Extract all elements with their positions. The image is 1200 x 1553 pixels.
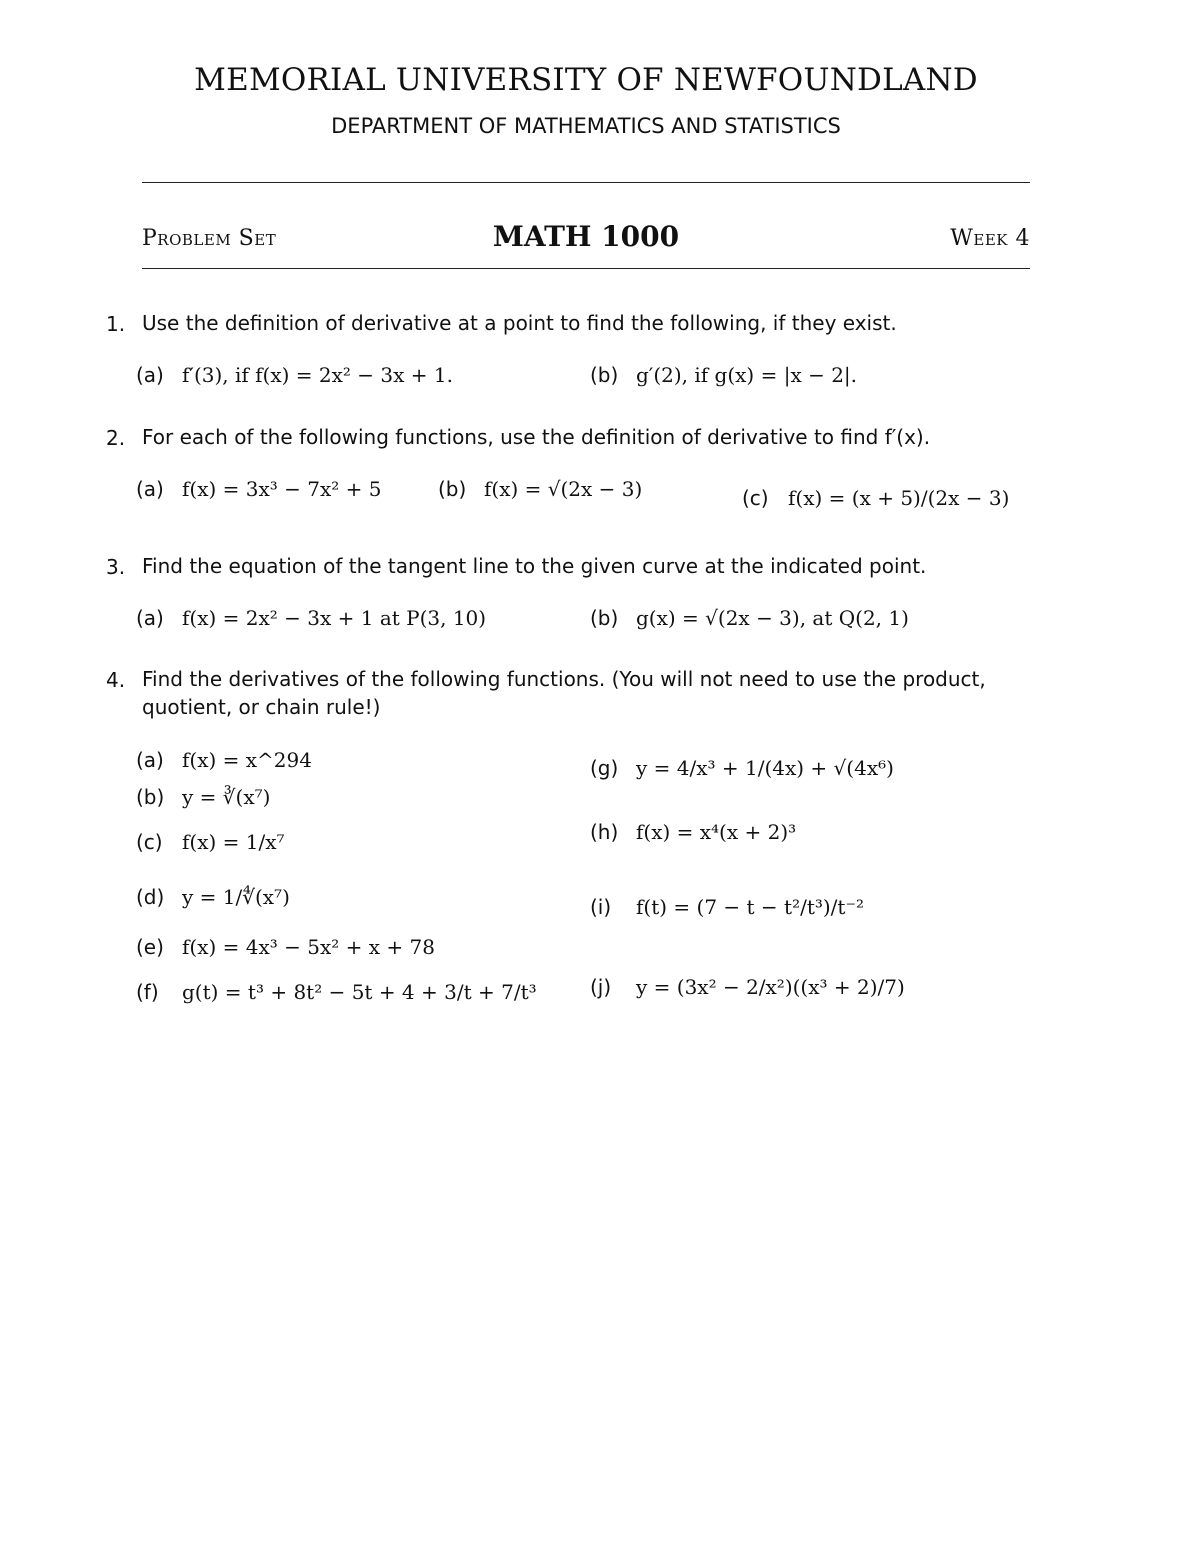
item-label: (b) (590, 363, 619, 387)
math-expression: g(t) = t³ + 8t² − 5t + 4 + 3/t + 7/t³ (182, 980, 537, 1004)
math-expression: f(x) = √(2x − 3) (484, 477, 643, 501)
problem-item (136, 748, 312, 772)
math-expression: g′(2), if g(x) = |x − 2|. (636, 363, 858, 387)
math-expression: f′(3), if f(x) = 2x² − 3x + 1. (182, 363, 453, 387)
item-label: (a) (136, 477, 164, 501)
problem-item (136, 980, 537, 1004)
math-expression: f(t) = (7 − t − t²/t³)/t⁻² (636, 895, 865, 919)
problem-item (590, 820, 796, 844)
problem-item (742, 486, 1009, 510)
top-rule (142, 182, 1030, 183)
problem-item (136, 785, 270, 809)
math-expression: y = 1/∜(x⁷) (182, 885, 290, 909)
problem-set-label: Problem Set (142, 226, 277, 251)
question-number: 2. (106, 426, 126, 450)
problem-item (136, 830, 285, 854)
item-label: (f) (136, 980, 159, 1004)
math-expression: y = (3x² − 2/x²)((x³ + 2)/7) (636, 975, 905, 999)
problem-item (136, 606, 486, 630)
item-label: (a) (136, 606, 164, 630)
problem-item (590, 606, 909, 630)
item-label: (b) (136, 785, 165, 809)
question-number: 1. (106, 312, 126, 336)
item-label: (g) (590, 756, 619, 780)
math-expression: f(x) = (x + 5)/(2x − 3) (788, 486, 1010, 510)
problem-item (136, 363, 453, 387)
problem-item (136, 477, 381, 501)
problem-item (438, 477, 642, 501)
item-label: (i) (590, 895, 612, 919)
math-expression: f(x) = 2x² − 3x + 1 at P(3, 10) (182, 606, 487, 630)
problem-item (590, 975, 905, 999)
math-expression: f(x) = 3x³ − 7x² + 5 (182, 477, 382, 501)
department-name: DEPARTMENT OF MATHEMATICS AND STATISTICS (331, 114, 841, 138)
math-expression: y = ∛(x⁷) (182, 785, 271, 809)
bottom-rule (142, 268, 1030, 269)
week-label: Week 4 (950, 226, 1030, 251)
item-label: (c) (742, 486, 769, 510)
item-label: (a) (136, 363, 164, 387)
problem-item (590, 756, 894, 780)
question-number: 4. (106, 668, 126, 692)
math-expression: f(x) = 1/x⁷ (182, 830, 285, 854)
question-text: For each of the following functions, use the definition of derivative to find f′(x). (142, 425, 931, 449)
item-label: (e) (136, 935, 164, 959)
problem-item (590, 895, 864, 919)
university-name: MEMORIAL UNIVERSITY OF NEWFOUNDLAND (194, 62, 978, 98)
item-label: (c) (136, 830, 163, 854)
problem-item (136, 935, 435, 959)
problem-item (136, 885, 290, 909)
course-title: MATH 1000 (492, 220, 680, 253)
math-expression: y = 4/x³ + 1/(4x) + √(4x⁶) (636, 756, 894, 780)
math-expression: f(x) = x^294 (182, 748, 312, 772)
item-label: (a) (136, 748, 164, 772)
item-label: (j) (590, 975, 612, 999)
item-label: (b) (438, 477, 467, 501)
math-expression: g(x) = √(2x − 3), at Q(2, 1) (636, 606, 909, 630)
question-text: Find the derivatives of the following functions. (You will not need to use the product, quotient, or chain rule!) (142, 667, 986, 719)
item-label: (d) (136, 885, 165, 909)
item-label: (h) (590, 820, 619, 844)
question-number: 3. (106, 555, 126, 579)
math-expression: f(x) = x⁴(x + 2)³ (636, 820, 797, 844)
question-text: Use the definition of derivative at a point to find the following, if they exist. (142, 311, 897, 335)
item-label: (b) (590, 606, 619, 630)
problem-item (590, 363, 857, 387)
question-text: Find the equation of the tangent line to the given curve at the indicated point. (142, 554, 927, 578)
math-expression: f(x) = 4x³ − 5x² + x + 78 (182, 935, 435, 959)
